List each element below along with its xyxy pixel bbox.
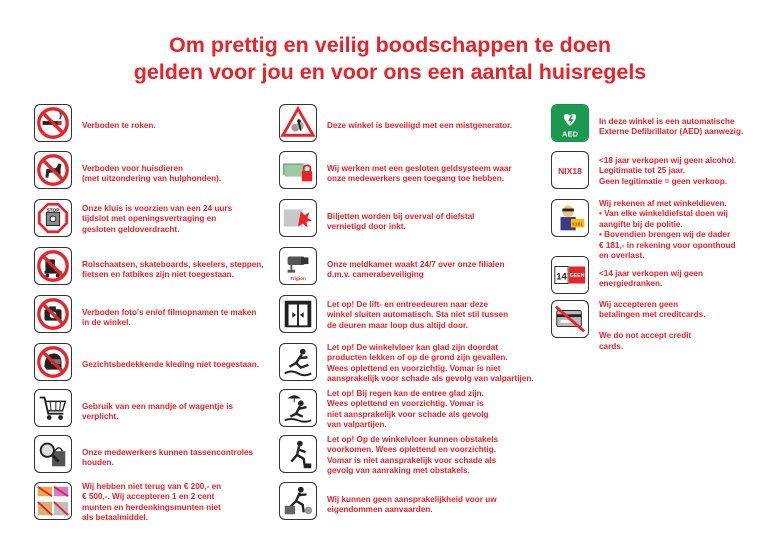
rule-text: In deze winkel is een automatische Externe Defibrillator (AED) aanwezig. bbox=[599, 117, 744, 137]
obstacle-trip-icon bbox=[279, 435, 317, 473]
title-line-1: Om prettig en veilig boodschappen te doen bbox=[169, 33, 611, 57]
rule-text: Onze meldkamer waakt 24/7 over onze filialen d.m.v. camerabeveiliging bbox=[327, 260, 505, 280]
no-skates-icon bbox=[34, 247, 72, 285]
rule-text: Onze kluis is voorzien van een 24 uurs tijdslot met openingsvertraging en gesloten geldoverdracht. bbox=[82, 204, 233, 234]
svg-text:14: 14 bbox=[556, 271, 567, 283]
bag-inspection-icon bbox=[34, 435, 72, 473]
rule-text: Rolschaatsen, skateboards, skeelers, steppen, fietsen en fatbikes zijn niet toegestaan. bbox=[82, 260, 264, 280]
rule-text: Verboden foto's en/of filmopnamen te maken in de winkel. bbox=[82, 308, 257, 328]
no-large-banknotes-icon bbox=[34, 482, 72, 520]
theft-belongings-icon bbox=[279, 482, 317, 520]
rule-text: Let op! Op de winkelvloer kunnen obstakels voorkomen. Wees oplettend en voorzichtig. Vomar is niet aansprakelijk voor schade als gevolg van aanraking met obstakels. bbox=[327, 435, 499, 476]
aed-icon bbox=[551, 104, 589, 142]
rule-text: <18 jaar verkopen wij geen alcohol. Legitimatie tot 25 jaar. Geen legitimatie = geen verkoop. bbox=[599, 156, 737, 186]
energy-drink-age-icon bbox=[551, 256, 589, 294]
svg-text:NIX18: NIX18 bbox=[558, 165, 582, 176]
camera-surveillance-icon bbox=[279, 247, 317, 285]
rule-text: Gebruik van een mandje of wagentje is verplicht. bbox=[82, 402, 234, 422]
shopping-cart-icon bbox=[34, 389, 72, 427]
slippery-floor-icon bbox=[279, 343, 317, 381]
nix18-icon bbox=[551, 151, 589, 189]
svg-text:GEEN: GEEN bbox=[569, 272, 585, 279]
automatic-doors-icon bbox=[279, 295, 317, 333]
no-smoking-icon bbox=[34, 104, 72, 142]
rule-text: <14 jaar verkopen wij geen energiedranken. bbox=[599, 269, 703, 289]
rule-text: Wij accepteren geen betalingen met creditcards. We do not accept credit cards. bbox=[599, 300, 706, 351]
rule-text: Let op! De winkelvloer kan glad zijn doordat producten lekken of op de grond zijn gevallen. Wees oplettend en voorzichtig. Vomar is niet aansprakelijk voor schade als gevolg van valpartijen. bbox=[327, 343, 534, 384]
rule-text: Verboden voor huisdieren (met uitzondering van hulphonden). bbox=[82, 164, 222, 184]
rule-text: Wij kunnen geen aansprakelijkheid voor uw eigendommen aanvaarden. bbox=[327, 495, 497, 515]
rule-text: Gezichtsbedekkende kleding niet toegestaan. bbox=[82, 360, 259, 369]
svg-text:STOP: STOP bbox=[46, 208, 60, 214]
rule-text: Verboden te roken. bbox=[82, 121, 156, 130]
rule-text: Let op! Bij regen kan de entree glad zijn. Wees oplettend en voorzichtig. Vomar is niet aansprakelijk voor schade als gevolg van valpartijen. bbox=[327, 389, 489, 430]
title-line-2: gelden voor jou en voor ons een aantal huisregels bbox=[133, 60, 647, 84]
svg-text:€181: €181 bbox=[572, 222, 583, 228]
wet-entrance-icon bbox=[279, 389, 317, 427]
rule-text: Deze winkel is beveiligd met een mistgenerator. bbox=[327, 121, 513, 130]
time-lock-safe-icon bbox=[34, 199, 72, 237]
no-photos-icon bbox=[34, 295, 72, 333]
no-helmet-icon bbox=[34, 343, 72, 381]
ink-stain-banknotes-icon bbox=[279, 199, 317, 237]
shoplifter-icon bbox=[551, 199, 589, 237]
rule-text: Wij rekenen af met winkeldieven. • Van elke winkeldiefstal doen wij aangifte bij de politie. • Bovendien brengen wij de dader € 181,- in rekening voor oponthoud en overlast. bbox=[599, 199, 736, 261]
rule-text: Wij werken met een gesloten geldsysteem waar onze medewerkers geen toegang toe hebben. bbox=[327, 164, 512, 184]
no-credit-cards-icon bbox=[551, 300, 589, 338]
svg-text:Trigion: Trigion bbox=[290, 277, 306, 283]
rule-text: Wij hebben niet terug van € 200,- en € 500,-. Wij accepteren 1 en 2 cent munten en herdenkingsmunten niet als betaalmiddel. bbox=[82, 482, 222, 523]
fog-generator-icon bbox=[279, 104, 317, 142]
no-pets-icon bbox=[34, 151, 72, 189]
page-title bbox=[0, 32, 780, 86]
closed-cash-system-icon bbox=[279, 151, 317, 189]
rule-text: Biljetten worden bij overval of diefstal vernietigd door inkt. bbox=[327, 212, 475, 232]
rule-text: Onze medewerkers kunnen tassencontroles houden. bbox=[82, 448, 254, 468]
rule-text: Let op! De lift- en entreedeuren naar deze winkel sluiten automatisch. Sta niet stil tussen de deuren maar loop dus altijd door. bbox=[327, 300, 509, 330]
svg-text:AED: AED bbox=[562, 129, 578, 139]
